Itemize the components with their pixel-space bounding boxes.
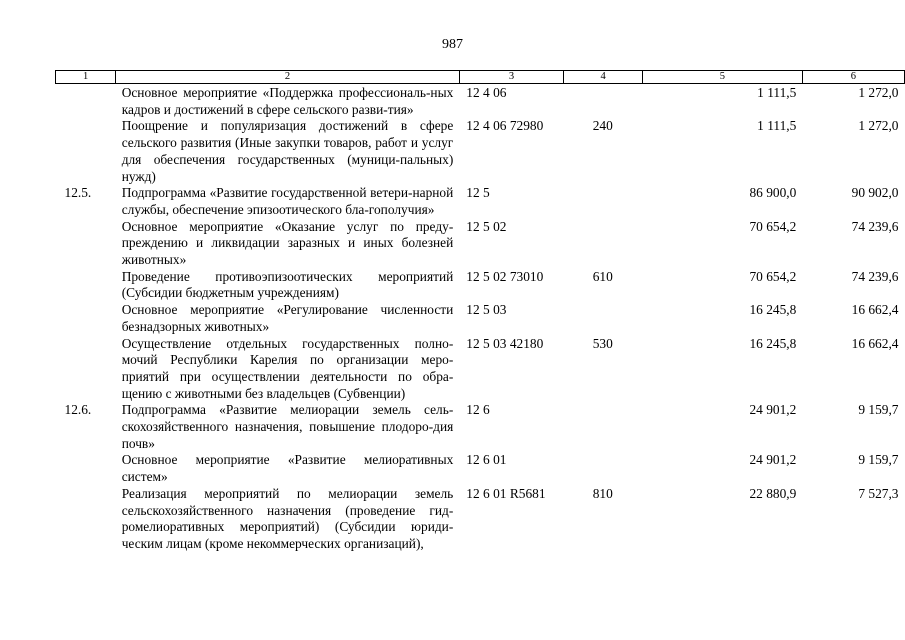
row-code: 12 5 02 73010 xyxy=(466,268,544,284)
row-sum-col5: 1 111,5 xyxy=(757,85,797,100)
row-name: Основное мероприятие «Оказание услуг по преду-преждению и ликвидации заразных и иных болезней животных» xyxy=(121,218,454,268)
row-expense-type xyxy=(564,452,643,485)
row-code: 12 4 06 xyxy=(466,85,507,100)
column-header-6: 6 xyxy=(802,71,904,84)
column-header-5: 5 xyxy=(643,71,803,84)
row-code: 12 5 02 xyxy=(466,218,507,234)
row-sum-col5: 24 901,2 xyxy=(749,452,797,468)
row-sum-col6: 74 239,6 xyxy=(851,268,899,284)
column-header-2: 2 xyxy=(116,71,460,84)
row-code: 12 6 xyxy=(466,402,490,418)
table-row xyxy=(56,486,905,553)
row-name: Основное мероприятие «Регулирование численности безнадзорных животных» xyxy=(121,302,454,334)
row-name: Основное мероприятие «Поддержка профессиональ-ных кадров и достижений в сфере сельского разви-тия» xyxy=(121,85,454,117)
row-sum-col6: 9 159,7 xyxy=(858,452,899,468)
row-number xyxy=(56,452,116,485)
row-sum-col6: 16 662,4 xyxy=(851,302,899,318)
column-header-1: 1 xyxy=(56,71,116,84)
row-sum-col5: 70 654,2 xyxy=(749,218,797,234)
column-number-header-row xyxy=(56,71,905,84)
row-number: 12.5. xyxy=(64,185,92,201)
row-code: 12 6 01 R5681 xyxy=(466,485,546,501)
row-expense-type xyxy=(564,84,643,119)
row-number xyxy=(56,118,116,185)
row-number: 12.6. xyxy=(64,402,92,418)
table-row xyxy=(56,302,905,335)
row-name: Осуществление отдельных государственных полно-мочий Республики Карелия по организации меро-приятий при осуществлении деятельности по обра-щению с животными без владельцев (Субвенции) xyxy=(121,335,454,401)
row-sum-col6: 1 272,0 xyxy=(858,118,899,134)
row-name: Проведение противоэпизоотических мероприятий (Субсидии бюджетным учреждениям) xyxy=(121,268,454,301)
row-code: 12 5 03 42180 xyxy=(466,335,544,351)
table-row xyxy=(56,118,905,185)
row-code: 12 5 xyxy=(466,185,490,201)
table-row xyxy=(56,452,905,485)
row-expense-type xyxy=(564,185,643,218)
row-number xyxy=(56,269,116,302)
row-name: Реализация мероприятий по мелиорации земель сельскохозяйственного назначения (проведение гид-ромелиоративных мероприятий) (Субсидии юриди-ческим лицам (кроме некоммерческих организаций), xyxy=(121,485,454,551)
table-row xyxy=(56,336,905,403)
row-number xyxy=(56,84,116,119)
row-expense-type: 240 xyxy=(592,118,613,134)
row-number xyxy=(56,336,116,403)
row-name: Поощрение и популяризация достижений в сфере сельского развития (Иные закупки товаров, работ и услуг для обеспечения государственных (муници-пальных) нужд) xyxy=(121,118,454,184)
row-sum-col5: 86 900,0 xyxy=(749,185,797,201)
budget-table xyxy=(55,70,905,553)
row-sum-col6: 74 239,6 xyxy=(851,218,899,234)
row-sum-col6: 1 272,0 xyxy=(858,85,899,100)
row-code: 12 4 06 72980 xyxy=(466,118,544,134)
table-row xyxy=(56,219,905,269)
column-header-4: 4 xyxy=(564,71,643,84)
row-number xyxy=(56,486,116,553)
row-expense-type: 810 xyxy=(592,485,613,501)
row-expense-type xyxy=(564,402,643,452)
row-name: Основное мероприятие «Развитие мелиоративных систем» xyxy=(121,452,454,485)
row-expense-type: 610 xyxy=(592,268,613,284)
row-number xyxy=(56,219,116,269)
row-sum-col6: 16 662,4 xyxy=(851,335,899,351)
table-row xyxy=(56,84,905,119)
row-sum-col5: 16 245,8 xyxy=(749,302,797,318)
row-expense-type: 530 xyxy=(592,335,613,351)
table-row xyxy=(56,402,905,452)
row-sum-col5: 22 880,9 xyxy=(749,485,797,501)
row-name: Подпрограмма «Развитие мелиорации земель сель-скохозяйственного назначения, повышение плодоро-дия почв» xyxy=(121,402,454,451)
row-expense-type xyxy=(564,219,643,269)
row-name: Подпрограмма «Развитие государственной ветери-нарной службы, обеспечение эпизоотического бла-гополучия» xyxy=(121,185,454,217)
row-sum-col5: 1 111,5 xyxy=(757,118,797,134)
table-row xyxy=(56,269,905,302)
row-sum-col6: 7 527,3 xyxy=(858,485,899,501)
row-expense-type xyxy=(564,302,643,335)
row-code: 12 5 03 xyxy=(466,302,507,318)
row-sum-col5: 70 654,2 xyxy=(749,268,797,284)
row-sum-col6: 9 159,7 xyxy=(858,402,899,418)
table-row xyxy=(56,185,905,218)
row-code: 12 6 01 xyxy=(466,452,507,468)
page-number: 987 xyxy=(442,37,463,52)
row-number xyxy=(56,302,116,335)
row-sum-col6: 90 902,0 xyxy=(851,185,899,201)
row-sum-col5: 16 245,8 xyxy=(749,335,797,351)
column-header-3: 3 xyxy=(459,71,563,84)
row-sum-col5: 24 901,2 xyxy=(749,402,797,418)
